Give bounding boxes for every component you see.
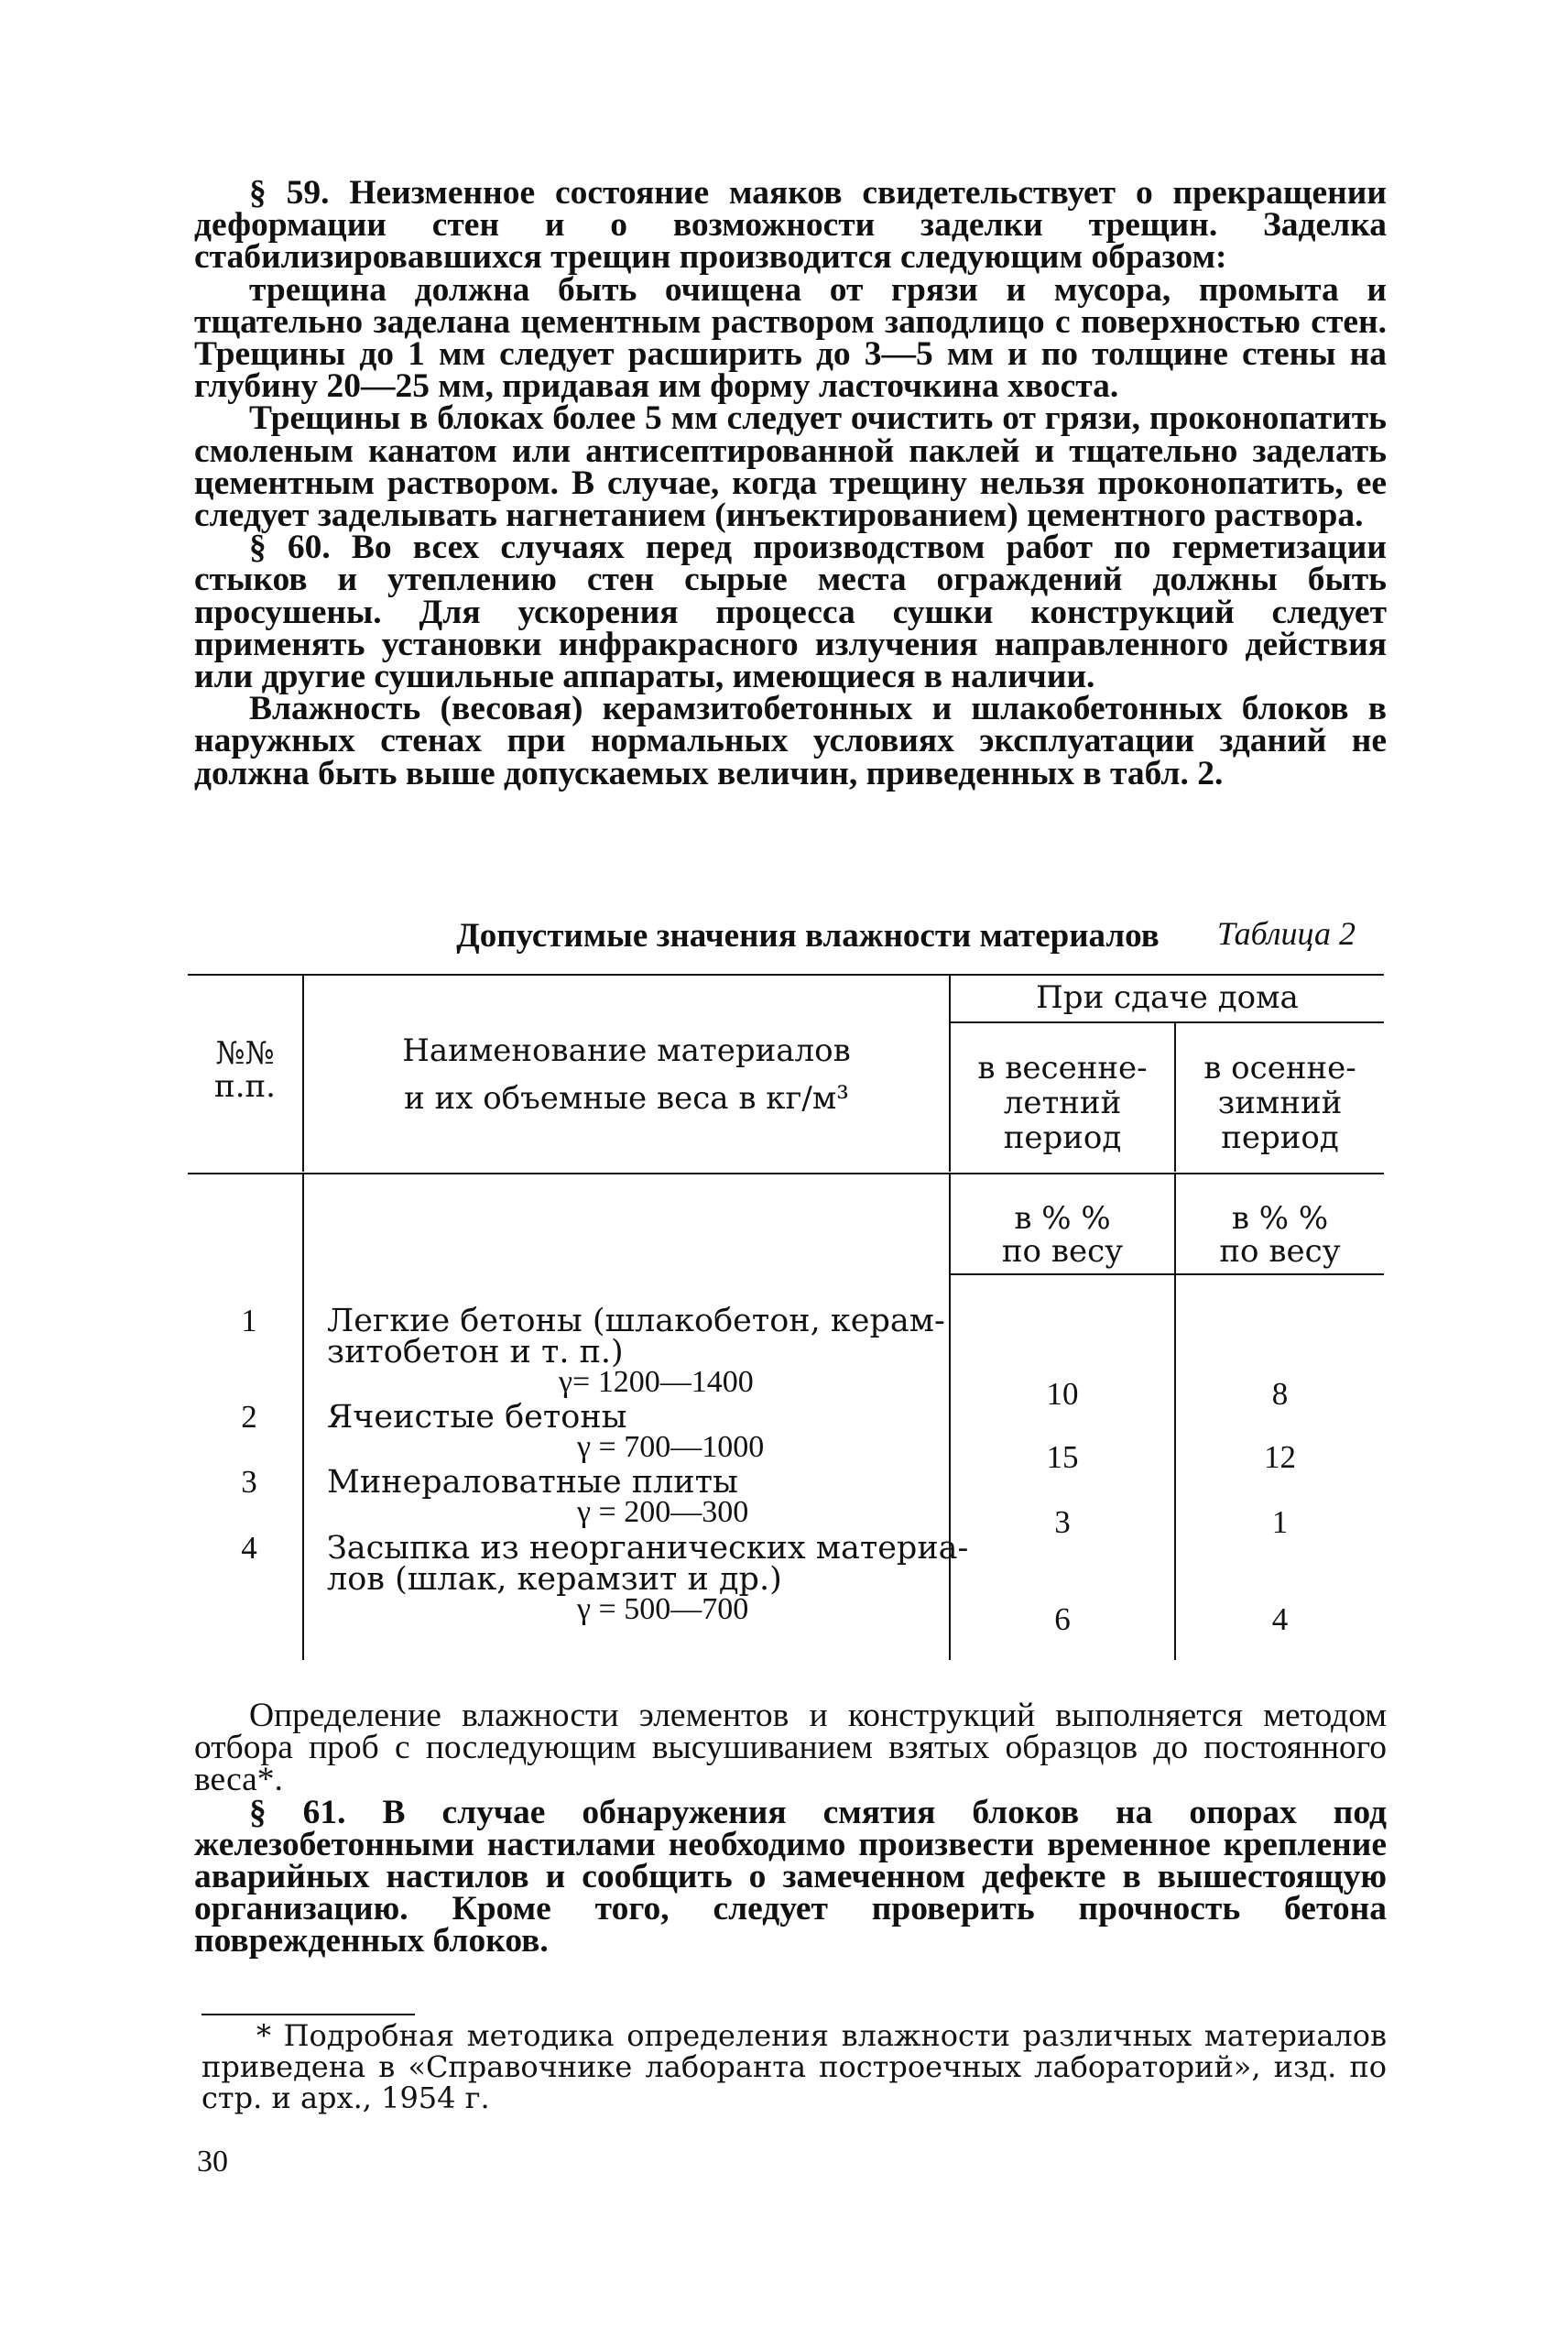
table-title: Допустимые значения влажности материалов	[456, 917, 1160, 955]
paragraph-61: § 61. В случае обнаружения смятия блоков на опорах под железобетонными настилами необходимо произвести временное крепление аварийных настилов и сообщить о замеченном дефекте в вышестоящую организацию. Кроме того, следует проверить прочность бетона поврежденных блоков.	[194, 1793, 1387, 1960]
autumn-value: 8	[1271, 1376, 1289, 1412]
row-number: 2	[241, 1399, 257, 1435]
paragraph-humidity: Влажность (весовая) керамзитобетонных и шлакобетонных блоков в наружных стенах при нормальных условиях эксплуатации зданий не должна быть выше допускаемых величин, приведенных в табл. 2.	[194, 690, 1387, 792]
density-value: γ= 1200—1400	[559, 1365, 754, 1399]
footnote: * Подробная методика определения влажности различных материалов приведена в «Справочнике лаборанта построечных лабораторий», изд. по стр. и арх., 1954 г.	[201, 2018, 1387, 2115]
material-name: Легкие бетоны (шлакобетон, керам-	[327, 1303, 945, 1339]
spring-value: 6	[1054, 1601, 1071, 1637]
autumn-value: 1	[1271, 1504, 1289, 1540]
autumn-value: 4	[1271, 1601, 1289, 1637]
paragraph-block-cracks: Трещины в блоках более 5 мм следует очистить от грязи, проконопатить смоленым канатом или антисептированной паклей и тщательно заделать цементным раствором. В случае, когда трещину нельзя проконопатить, ее следует заделывать нагнетанием (инъектированием) цементного раствора.	[194, 399, 1387, 535]
material-name: зитобетон и т. п.)	[327, 1334, 624, 1370]
body-text-top	[194, 174, 1387, 792]
page-number: 30	[197, 2145, 228, 2179]
density-value: γ = 500—700	[577, 1592, 749, 1626]
density-value: γ = 200—300	[577, 1495, 749, 1529]
header-spring-summer: в весенне- летний период	[977, 1050, 1148, 1156]
table-number-label: Таблица 2	[1216, 915, 1356, 952]
density-value: γ = 700—1000	[577, 1430, 765, 1464]
body-text-bottom	[194, 1699, 1387, 1958]
header-autumn-winter: в осенне- зимний период	[1203, 1050, 1356, 1156]
row-number: 1	[241, 1303, 257, 1338]
row-number: 3	[241, 1464, 257, 1500]
table-top-rule	[188, 974, 1384, 976]
unit-row-rule	[951, 1273, 1384, 1275]
paragraph-moisture-method: Определение влажности элементов и конструкций выполняется методом отбора проб с последующим высушиванием взятых образцов до постоянного веса*.	[194, 1697, 1387, 1799]
paragraph-crack-cleaning: трещина должна быть очищена от грязи и мусора, промыта и тщательно заделана цементным раствором заподлицо с поверхностью стен. Трещины до 1 мм следует расширить до 3—5 мм и по толщине стены на глубину 20—25 мм, придавая им форму ласточкина хвоста.	[194, 270, 1387, 406]
header-group: При сдаче дома	[1036, 979, 1299, 1016]
spring-value: 3	[1054, 1504, 1071, 1540]
material-name: Засыпка из неорганических материа-	[327, 1530, 969, 1567]
body-divider-1	[302, 1174, 304, 1660]
unit-autumn: в % % по весу	[1219, 1200, 1341, 1270]
footnote-divider	[201, 2014, 415, 2015]
row-number: 4	[241, 1530, 257, 1566]
header-material-name: Наименование материалов и их объемные веса в кг/м³	[402, 1032, 851, 1117]
material-name: Ячеистые бетоны	[327, 1399, 627, 1436]
spring-value: 15	[1046, 1439, 1079, 1475]
unit-spring: в % % по весу	[1001, 1200, 1124, 1270]
material-name: Минераловатные плиты	[327, 1464, 738, 1501]
spring-value: 10	[1046, 1376, 1079, 1412]
header-num: №№ п.п.	[214, 1035, 276, 1105]
header-bottom-rule	[188, 1173, 1384, 1174]
paragraph-60: § 60. Во всех случаях перед производством работ по герметизации стыков и утеплению стен сырые места ограждений должны быть просушены. Для ускорения процесса сушки конструкций следует применять установки инфракрасного излучения направленного действия или другие сушильные аппараты, имеющиеся в наличии.	[194, 529, 1387, 696]
group-header-rule	[951, 1021, 1384, 1023]
paragraph-59: § 59. Неизменное состояние маяков свидетельствует о прекращении деформации стен и о возможности заделки трещин. Заделка стабилизировавшихся трещин производится следующим образом:	[194, 174, 1387, 277]
material-name: лов (шлак, керамзит и др.)	[327, 1561, 782, 1598]
autumn-value: 12	[1264, 1439, 1296, 1475]
